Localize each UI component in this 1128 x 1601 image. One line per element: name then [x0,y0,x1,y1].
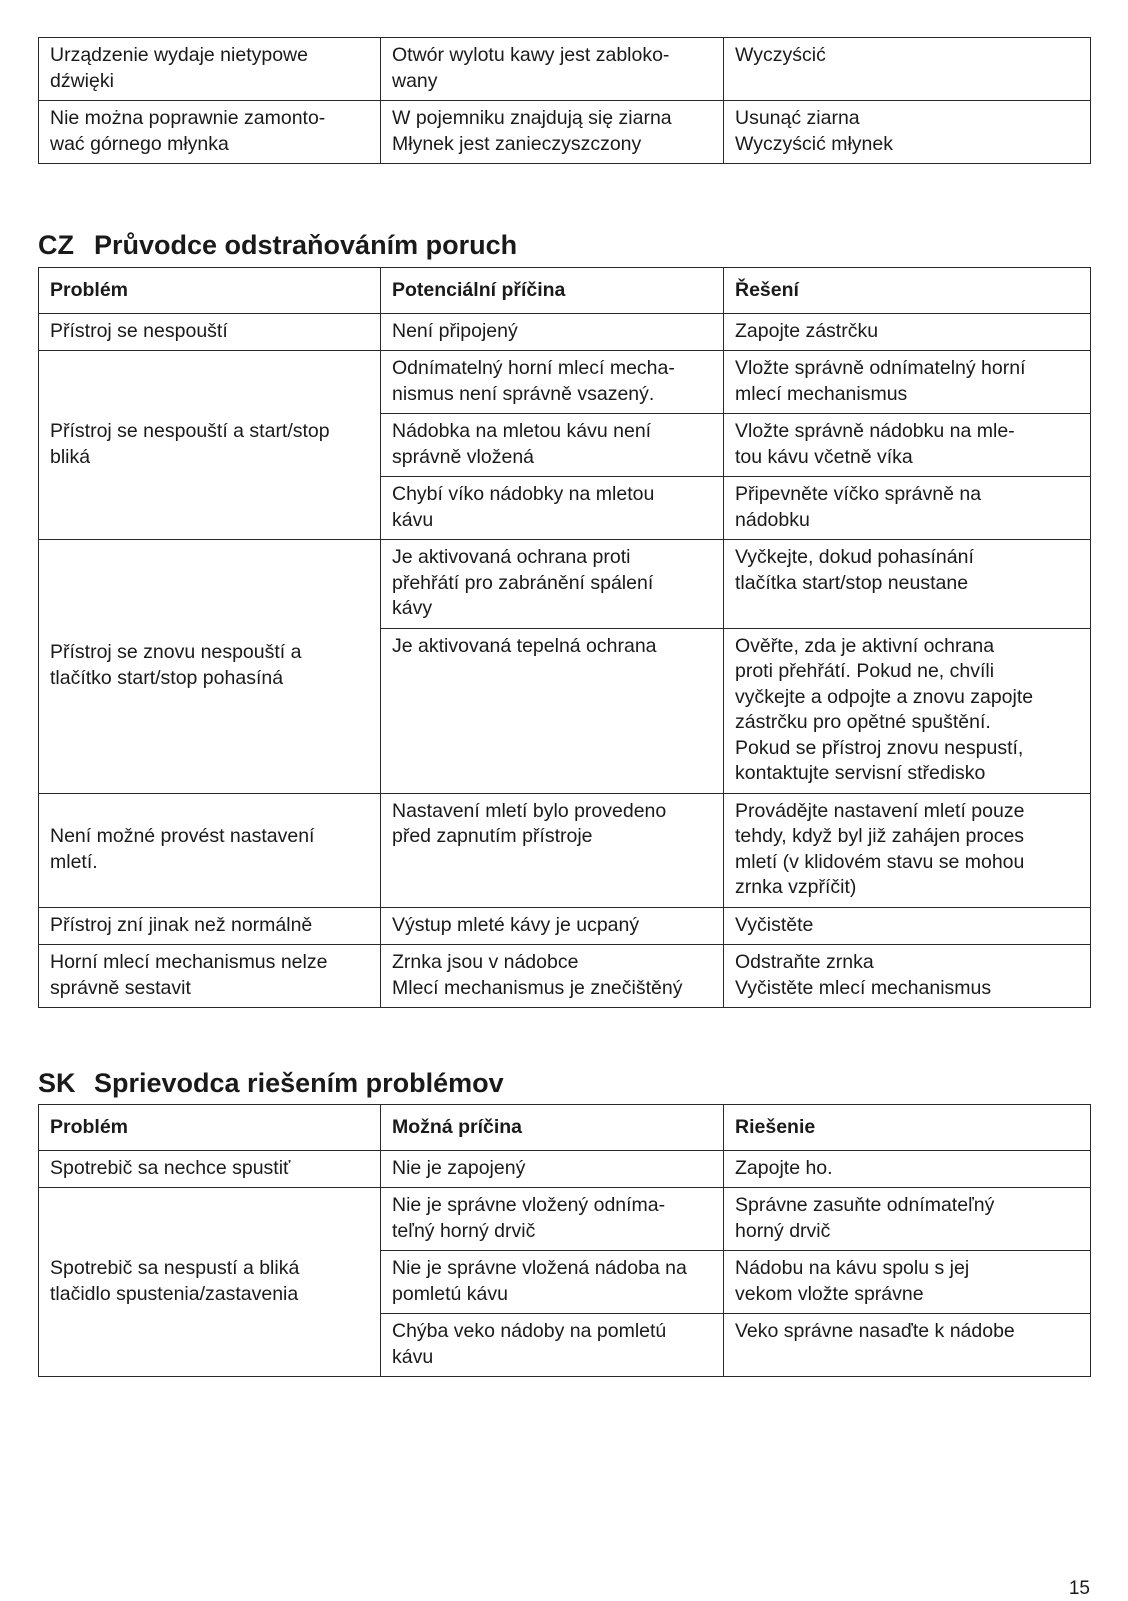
cause-cell: Nie je správne vložený odníma- teľný horný drvič [381,1188,724,1251]
problem-cell: Přístroj se nespouští [39,313,381,351]
solution-cell: Wyczyścić [724,38,1091,101]
table-row [39,945,1091,1008]
table-row [39,907,1091,945]
column-header-cause: Možná príčina [381,1105,724,1151]
solution-cell: Vložte správně odnímatelný horní mlecí mechanismus [724,351,1091,414]
table-row [39,38,1091,101]
solution-cell: Odstraňte zrnka Vyčistěte mlecí mechanismus [724,945,1091,1008]
cause-cell: Nie je zapojený [381,1150,724,1188]
cause-cell: Otwór wylotu kawy jest zabloko- wany [381,38,724,101]
table-row [39,1150,1091,1188]
cause-cell: Výstup mleté kávy je ucpaný [381,907,724,945]
language-code: CZ [38,230,74,260]
solution-cell: Správne zasuňte odnímateľný horný drvič [724,1188,1091,1251]
table-row [39,540,1091,629]
cz-section-title [38,230,517,261]
sk-troubleshooting-table [38,1104,1091,1377]
section-heading: Sprievodca riešením problémov [94,1068,504,1098]
cause-cell: Nastavení mletí bylo provedeno před zapnutím přístroje [381,793,724,907]
solution-cell: Zapojte zástrčku [724,313,1091,351]
cause-cell: Není připojený [381,313,724,351]
table-row [39,313,1091,351]
solution-cell: Nádobu na kávu spolu s jej vekom vložte správne [724,1251,1091,1314]
solution-cell: Připevněte víčko správně na nádobku [724,477,1091,540]
table-row [39,351,1091,414]
problem-cell: Urządzenie wydaje nietypowe dźwięki [39,38,381,101]
cause-cell: Nádobka na mletou kávu není správně vložená [381,414,724,477]
cause-cell: W pojemniku znajdują się ziarna Młynek jest zanieczyszczony [381,101,724,164]
problem-cell: Spotrebič sa nespustí a bliká tlačidlo spustenia/zastavenia [39,1188,381,1377]
solution-cell: Veko správne nasaďte k nádobe [724,1314,1091,1377]
pl-troubleshooting-table [38,37,1091,164]
page-number: 15 [1068,1578,1090,1599]
cause-cell: Chýba veko nádoby na pomletú kávu [381,1314,724,1377]
solution-cell: Ověřte, zda je aktivní ochrana proti přehřátí. Pokud ne, chvíli vyčkejte a odpojte a znovu zapojte zástrčku pro opětné spuštění. Pokud se přístroj znovu nespustí, kontaktujte servisní středisko [724,628,1091,793]
solution-cell: Vyčkejte, dokud pohasínání tlačítka start/stop neustane [724,540,1091,629]
section-heading: Průvodce odstraňováním poruch [94,230,518,260]
cz-troubleshooting-table [38,267,1091,1008]
cause-cell: Odnímatelný horní mlecí mecha- nismus není správně vsazený. [381,351,724,414]
cause-cell: Chybí víko nádobky na mletou kávu [381,477,724,540]
problem-cell: Spotrebič sa nechce spustiť [39,1150,381,1188]
problem-cell: Přístroj zní jinak než normálně [39,907,381,945]
problem-cell: Přístroj se nespouští a start/stop bliká [39,351,381,540]
problem-cell: Horní mlecí mechanismus nelze správně sestavit [39,945,381,1008]
cause-cell: Nie je správne vložená nádoba na pomletú kávu [381,1251,724,1314]
column-header-cause: Potenciální příčina [381,268,724,314]
column-header-problem: Problém [39,268,381,314]
cause-cell: Zrnka jsou v nádobce Mlecí mechanismus je znečištěný [381,945,724,1008]
solution-cell: Vyčistěte [724,907,1091,945]
table-row [39,793,1091,907]
problem-cell: Přístroj se znovu nespouští a tlačítko start/stop pohasíná [39,540,381,794]
column-header-solution: Riešenie [724,1105,1091,1151]
sk-section-title [38,1068,504,1099]
problem-cell: Není možné provést nastavení mletí. [39,793,381,907]
language-code: SK [38,1068,76,1098]
table-row [39,1188,1091,1251]
solution-cell: Provádějte nastavení mletí pouze tehdy, když byl již zahájen proces mletí (v klidovém stavu se mohou zrnka vzpříčit) [724,793,1091,907]
solution-cell: Vložte správně nádobku na mle- tou kávu včetně víka [724,414,1091,477]
cause-cell: Je aktivovaná tepelná ochrana [381,628,724,793]
problem-cell: Nie można poprawnie zamonto- wać górnego młynka [39,101,381,164]
table-header-row [39,1105,1091,1151]
table-header-row [39,268,1091,314]
solution-cell: Zapojte ho. [724,1150,1091,1188]
cause-cell: Je aktivovaná ochrana proti přehřátí pro zabránění spálení kávy [381,540,724,629]
table-row [39,101,1091,164]
column-header-problem: Problém [39,1105,381,1151]
column-header-solution: Řešení [724,268,1091,314]
solution-cell: Usunąć ziarna Wyczyścić młynek [724,101,1091,164]
